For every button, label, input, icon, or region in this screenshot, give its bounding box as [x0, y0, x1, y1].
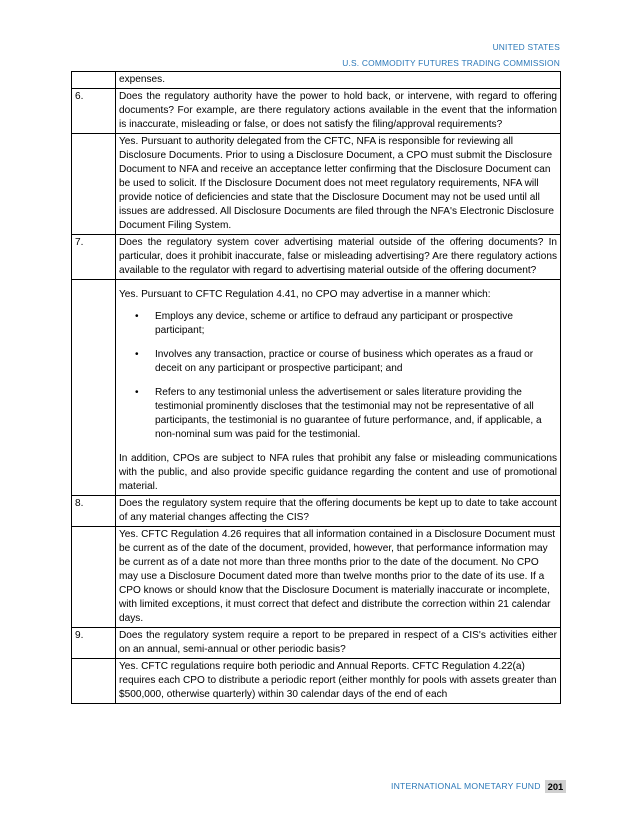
question-text: Does the regulatory system require a report to be prepared in respect of a CIS's activities either on an annual, semi-annual or other periodic basis?: [116, 628, 561, 659]
row-number: [72, 659, 116, 704]
header-agency: U.S. COMMODITY FUTURES TRADING COMMISSION: [342, 58, 560, 68]
question-number: 7.: [72, 235, 116, 280]
footer-organization: INTERNATIONAL MONETARY FUND: [391, 781, 541, 791]
questionnaire-table: [71, 71, 561, 704]
question-number: 6.: [72, 89, 116, 134]
question-number: 9.: [72, 628, 116, 659]
row-number: [72, 134, 116, 235]
answer-text: Yes. Pursuant to authority delegated from the CFTC, NFA is responsible for reviewing all Disclosure Documents. Prior to using a Disclosure Document, a CPO must submit the Disclosure Document to NFA and receive an acceptance letter confirming that the Disclosure Document can be used to solicit. If the Disclosure Document does not meet regulatory requirements, NFA will provide notice of deficiencies and state that the Disclosure Document may not be used until all issues are addressed. All Disclosure Documents are filed through the NFA's Electronic Disclosure Document Filing System.: [116, 134, 561, 235]
question-number: 8.: [72, 496, 116, 527]
list-item: • Involves any transaction, practice or course of business which operates as a fraud or deceit on any participant or prospective participant; and: [155, 348, 557, 376]
table-row: [72, 527, 561, 628]
table-row: [72, 72, 561, 89]
table-row: [72, 659, 561, 704]
question-text: Does the regulatory system require that the offering documents be kept up to date to take account of any material changes affecting the CIS?: [116, 496, 561, 527]
list-item: • Employs any device, scheme or artifice to defraud any participant or prospective participant;: [155, 310, 557, 338]
table-row: [72, 280, 561, 496]
header-country: UNITED STATES: [492, 42, 560, 52]
table-row: [72, 235, 561, 280]
question-text: Does the regulatory authority have the power to hold back, or intervene, with regard to offering documents? For example, are there regulatory actions available in the event that the information is inaccurate, misleading or false, or does not satisfy the filing/approval requirements?: [116, 89, 561, 134]
row-number: [72, 280, 116, 496]
answer-outro: In addition, CPOs are subject to NFA rules that prohibit any false or misleading communications with the public, and also provide specific guidance regarding the content and use of promotional material.: [119, 453, 557, 492]
page-number: 201: [545, 780, 567, 793]
table-row: [72, 496, 561, 527]
question-text: Does the regulatory system cover advertising material outside of the offering documents? In particular, does it prohibit inaccurate, false or misleading advertising? Are there regulatory actions available to the regulator with regard to advertising material outside of the offering document?: [116, 235, 561, 280]
row-number: [72, 527, 116, 628]
list-item: • Refers to any testimonial unless the advertisement or sales literature providing the testimonial prominently discloses that the testimonial may not be representative of all participants, the testimonial is no guarantee of future performance, and, if applicable, a non-nominal sum was paid for the testimonial.: [155, 386, 557, 442]
page-footer: [391, 779, 566, 793]
table-row: [72, 134, 561, 235]
row-number: [72, 72, 116, 89]
answer-text: Yes. CFTC regulations require both periodic and Annual Reports. CFTC Regulation 4.22(a) requires each CPO to distribute a periodic report (either monthly for pools with assets greater than $500,000, otherwise quarterly) within 30 calendar days of the end of each: [116, 659, 561, 704]
answer-text: Yes. CFTC Regulation 4.26 requires that all information contained in a Disclosure Document must be current as of the date of the document, provided, however, that performance information may be current as of a date not more than three months prior to the date of the document. No CPO may use a Disclosure Document dated more than twelve months prior to the date of its use. If a CPO knows or should know that the Disclosure Document is materially inaccurate or incomplete, with limited exceptions, it must correct that defect and distribute the correction within 21 calendar days.: [116, 527, 561, 628]
table-row: [72, 628, 561, 659]
answer-intro: Yes. Pursuant to CFTC Regulation 4.41, no CPO may advertise in a manner which:: [119, 289, 491, 300]
table-row: [72, 89, 561, 134]
answer-cell: [116, 280, 561, 496]
bullet-list: [119, 310, 557, 442]
answer-continuation: expenses.: [116, 72, 561, 89]
